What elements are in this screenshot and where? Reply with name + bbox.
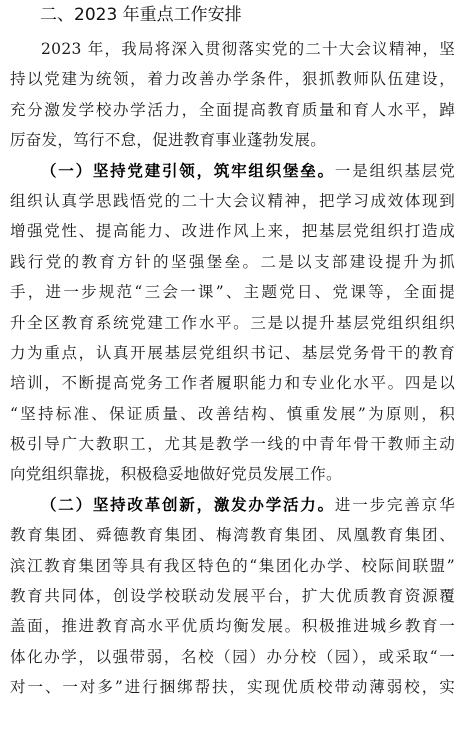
section-heading: 二、2023 年重点工作安排 xyxy=(40,5,242,25)
text-line: 极引导广大教职工，尤其是教学一线的中青年骨干教师主动 xyxy=(10,435,455,454)
text-line: 持以党建为统领，着力改善办学条件，狠抓教师队伍建设， xyxy=(10,70,455,89)
text-line: 升全区教育系统党建工作水平。三是以提升基层党组织组织 xyxy=(10,313,455,332)
text-line: 组织认真学思践悟党的二十大会议精神，把学习成效体现到 xyxy=(10,191,455,210)
text-line: 盖面，推进教育高水平优质均衡发展。积极推进城乡教育一 xyxy=(10,617,455,636)
text-line: “坚持标准、保证质量、改善结构、慎重发展”为原则，积 xyxy=(10,404,455,423)
party-building-paragraph xyxy=(10,156,455,490)
document-body xyxy=(10,34,455,703)
text-line: 对一、一对多”进行捆绑帮扶，实现优质校带动薄弱校，实 xyxy=(10,678,455,697)
text-line: 厉奋发，笃行不怠，促进教育事业蓬勃发展。 xyxy=(10,131,327,150)
text-line xyxy=(10,490,455,520)
text-line: 增强党性、提高能力、改进作风上来，把基层党组织打造成 xyxy=(10,222,455,241)
text-run: 一是组织基层党 xyxy=(334,161,455,180)
text-line: 践行党的教育方针的坚强堡垒。二是以支部建设提升为抓 xyxy=(10,252,455,271)
text-line: 教育集团、舜德教育集团、梅湾教育集团、凤凰教育集团、 xyxy=(10,526,455,545)
text-line: 滨江教育集团等具有我区特色的“集团化办学、校际间联盟” xyxy=(10,556,455,575)
text-line: 手，进一步规范“三会一课”、主题党日、党课等，全面提 xyxy=(10,283,455,302)
reform-innovation-paragraph xyxy=(10,490,455,703)
text-line xyxy=(10,156,455,186)
text-line: 力为重点，认真开展基层党组织书记、基层党务骨干的教育 xyxy=(10,343,455,362)
text-line: 2023 年，我局将深入贯彻落实党的二十大会议精神，坚 xyxy=(41,40,455,58)
intro-paragraph xyxy=(10,34,455,156)
text-line: 教育共同体，创设学校联动发展平台，扩大优质教育资源覆 xyxy=(10,587,455,606)
subsection-heading: （一）坚持党建引领，筑牢组织堡垒。 xyxy=(41,161,335,180)
text-line: 向党组织靠拢，积极稳妥地做好党员发展工作。 xyxy=(10,465,342,484)
text-run: 进一步完善京华 xyxy=(334,495,455,514)
text-line: 充分激发学校办学活力，全面提高教育质量和育人水平，踔 xyxy=(10,100,455,119)
text-line: 体化办学，以强带弱，名校（园）办分校（园），或采取“一 xyxy=(10,647,455,666)
subsection-heading: （二）坚持改革创新，激发办学活力。 xyxy=(41,495,335,514)
text-line: 培训，不断提高党务工作者履职能力和专业化水平。四是以 xyxy=(10,374,455,393)
